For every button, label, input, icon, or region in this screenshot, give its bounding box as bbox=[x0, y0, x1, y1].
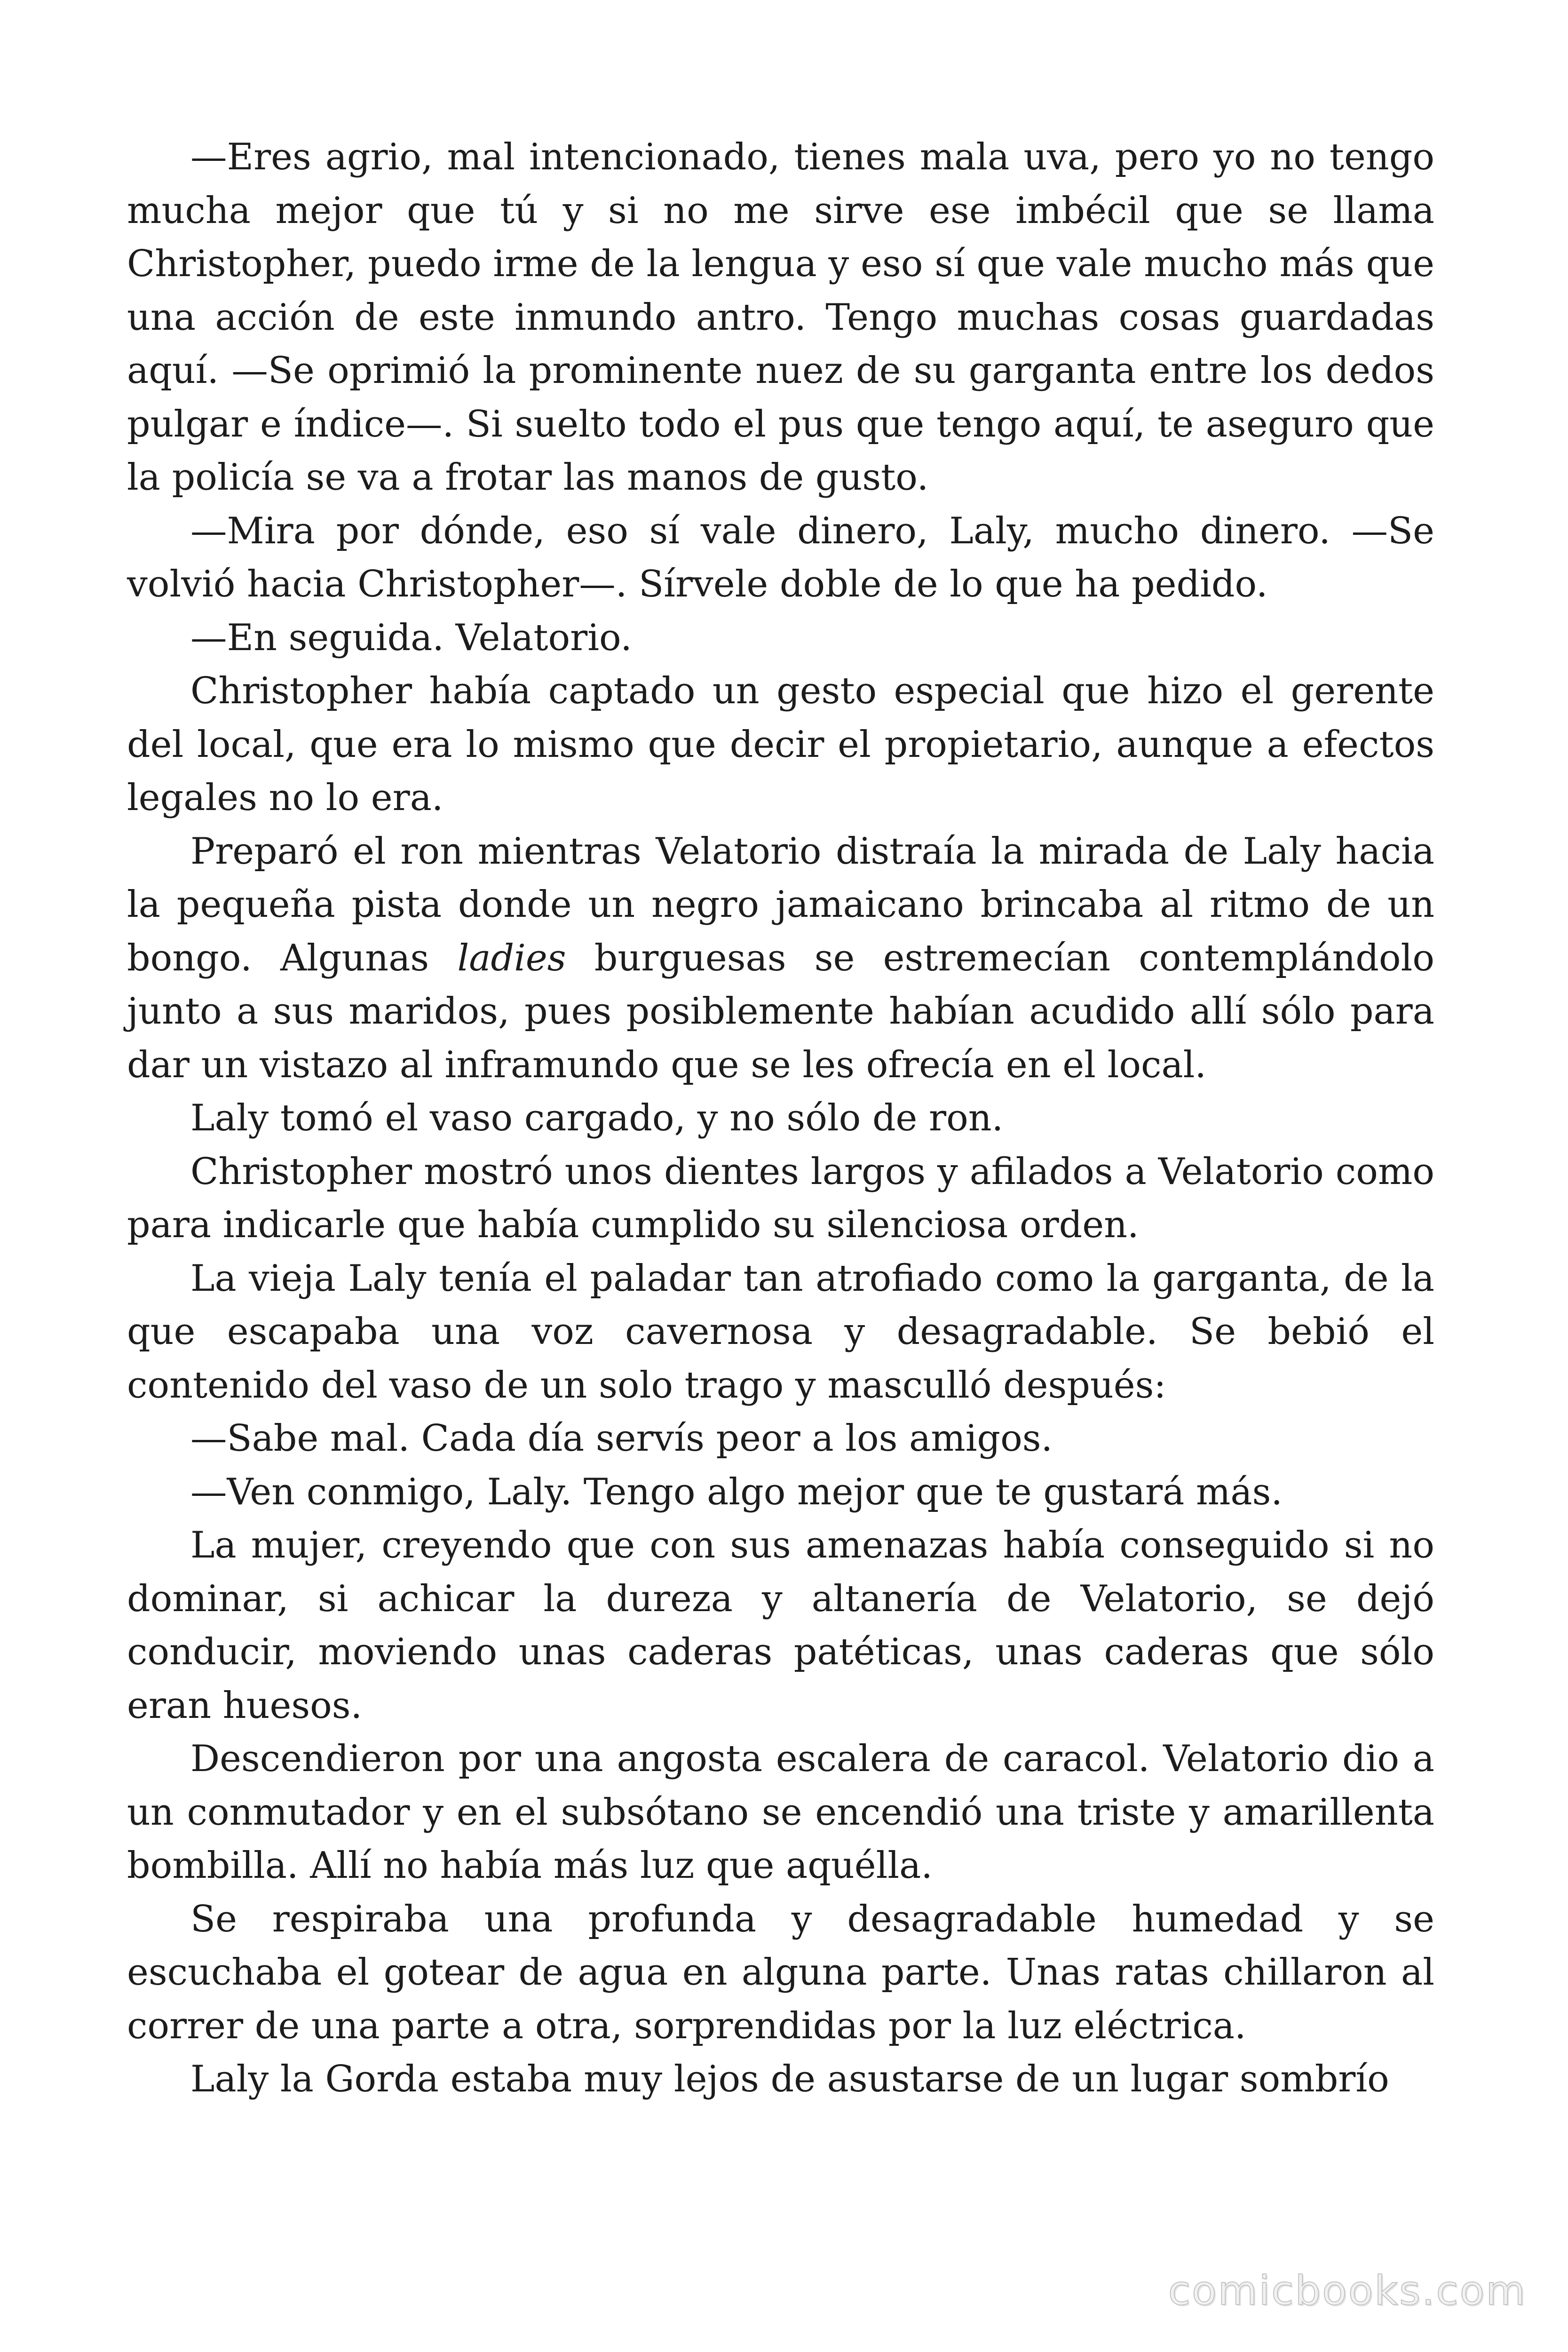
italic-word: ladies bbox=[457, 937, 566, 979]
paragraph-with-italic bbox=[127, 825, 1434, 1092]
paragraph: Laly la Gorda estaba muy lejos de asustarse de un lugar sombrío bbox=[190, 2058, 1389, 2100]
paragraph: La mujer, creyendo que con sus amenazas había conseguido si no dominar, si achicar la dureza y altanería de Velatorio, se dejó conducir, moviendo unas caderas patéticas, unas caderas que sólo eran huesos. bbox=[127, 1524, 1434, 1727]
paragraph: —Ven conmigo, Laly. Tengo algo mejor que te gustará más. bbox=[190, 1470, 1283, 1513]
paragraph-text: burguesas se estremecían contemplándolo junto a sus maridos, pues posiblemente habían acudido allí sólo para dar un vistazo al inframundo que se les ofrecía en el local. bbox=[127, 937, 1434, 1086]
paragraph: Descendieron por una angosta escalera de caracol. Velatorio dio a un conmutador y en el subsótano se encendió una triste y amarillenta bombilla. Allí no había más luz que aquélla. bbox=[127, 1738, 1434, 1887]
paragraph: Christopher había captado un gesto especial que hizo el gerente del local, que era lo mismo que decir el propietario, aunque a efectos legales no lo era. bbox=[127, 670, 1434, 819]
book-page-text bbox=[127, 131, 1434, 2106]
watermark: comicbooks.com bbox=[1168, 2267, 1527, 2314]
paragraph: —Sabe mal. Cada día servís peor a los amigos. bbox=[190, 1417, 1053, 1460]
paragraph: —En seguida. Velatorio. bbox=[190, 616, 632, 659]
paragraph-text: Preparó el ron mientras Velatorio distraía la mirada de Laly hacia la pequeña pista donde un negro jamaicano brincaba al ritmo de un bongo. Algunas bbox=[127, 830, 1434, 979]
paragraph: La vieja Laly tenía el paladar tan atrofiado como la garganta, de la que escapaba una voz cavernosa y desagradable. Se bebió el contenido del vaso de un solo trago y masculló después: bbox=[127, 1257, 1434, 1406]
paragraph: —Mira por dónde, eso sí vale dinero, Laly, mucho dinero. —Se volvió hacia Christopher—. Sírvele doble de lo que ha pedido. bbox=[127, 509, 1434, 605]
paragraph: Laly tomó el vaso cargado, y no sólo de ron. bbox=[190, 1097, 1004, 1139]
paragraph: —Eres agrio, mal intencionado, tienes mala uva, pero yo no tengo mucha mejor que tú y si no me sirve ese imbécil que se llama Christopher, puedo irme de la lengua y eso sí que vale mucho más que una acción de este inmundo antro. Tengo muchas cosas guardadas aquí. —Se oprimió la prominente nuez de su garganta entre los dedos pulgar e índice—. Si suelto todo el pus que tengo aquí, te aseguro que la policía se va a frotar las manos de gusto. bbox=[127, 136, 1434, 499]
paragraph: Se respiraba una profunda y desagradable humedad y se escuchaba el gotear de agua en alguna parte. Unas ratas chillaron al correr de una parte a otra, sorprendidas por la luz eléctrica. bbox=[127, 1898, 1434, 2047]
paragraph: Christopher mostró unos dientes largos y afilados a Velatorio como para indicarle que había cumplido su silenciosa orden. bbox=[127, 1150, 1434, 1246]
